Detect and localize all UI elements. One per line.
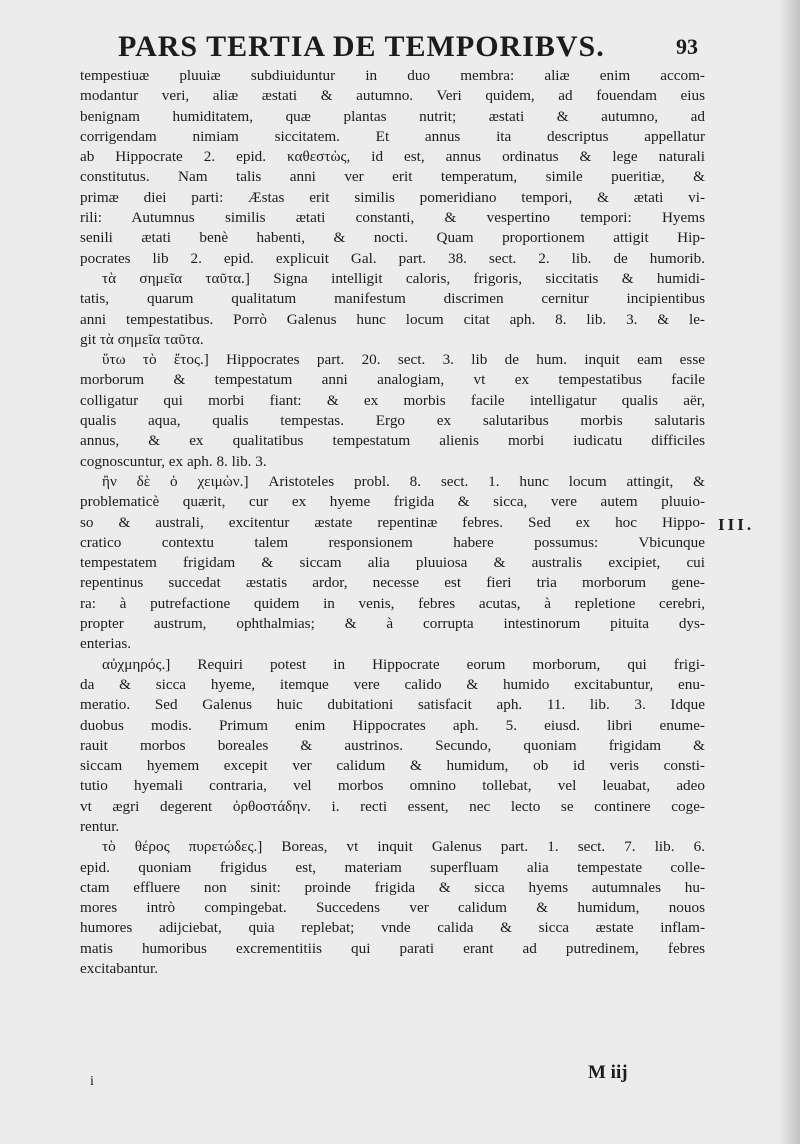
text-line: humores adijciebat, quia replebat; vnde calida & sicca æstate inflam-	[80, 919, 705, 937]
text-line: benignam humiditatem, quæ plantas nutrit; æstati & autumno, ad	[80, 107, 705, 125]
text-line: τὰ σημεῖα ταῦτα.] Signa intelligit caloris, frigoris, siccitatis & humidi-	[102, 269, 705, 287]
text-line: propter austrum, ophthalmias; & à corrupta intestinorum pituita dys-	[80, 615, 705, 633]
text-line: ὕτω τὸ ἔτος.] Hippocrates part. 20. sect. 3. lib de hum. inquit eam esse	[102, 351, 705, 369]
text-line: ab Hippocrate 2. epid. καθεστὼς, id est, annus ordinatus & lege naturali	[80, 148, 705, 166]
text-line: tempestatem frigidam & siccam alia pluuiosa & australis excipiet, cui	[80, 554, 705, 572]
text-line: meratio. Sed Galenus huic dubitationi satisfacit aph. 11. lib. 3. Idque	[80, 696, 705, 714]
body-text	[80, 66, 705, 979]
text-line: rauit morbos boreales & austrinos. Secundo, quoniam frigidam &	[80, 736, 705, 754]
text-line: cratico contextu talem responsionem habere possumus: Vbicunque	[80, 533, 705, 551]
text-line: so & australi, excitentur æstate repentinæ febres. Sed ex hoc Hippo-	[80, 513, 705, 531]
text-line: tatis, quarum qualitatum manifestum discrimen cernitur incipientibus	[80, 290, 705, 308]
text-line: cognoscuntur, ex aph. 8. lib. 3.	[80, 452, 267, 470]
text-line: αὐχμηρός.] Requiri potest in Hippocrate eorum morborum, qui frigi-	[102, 655, 705, 673]
text-line: matis humoribus excrementitiis qui parati erant ad putredinem, febres	[80, 939, 705, 957]
text-line: vt ægri degerent ὀρθοστάδην. i. recti essent, nec lecto se continere coge-	[80, 797, 705, 815]
text-line: senili ætati benè habenti, & nocti. Quam proportionem attigit Hip-	[80, 229, 705, 247]
text-line: tutio hyemali contraria, vel morbos omnino tollebat, vel leuabat, adeo	[80, 777, 705, 795]
signature-mark: M iij	[588, 1062, 628, 1083]
text-line: primæ diei parti: Æstas erit similis pomeridiano tempori, & ætati vi-	[80, 188, 705, 206]
text-line: ctam effluere non sinit: proinde frigida & sicca hyems autumnales hu-	[80, 878, 705, 896]
text-line: rentur.	[80, 817, 120, 835]
text-line: τὸ θέρος πυρετώδες.] Boreas, vt inquit Galenus part. 1. sect. 7. lib. 6.	[102, 838, 705, 856]
text-line: annus, & ex qualitatibus tempestatum alienis morbi iudicatu difficiles	[80, 432, 705, 450]
text-line: enterias.	[80, 635, 132, 653]
text-line: git τὰ σημεῖα ταῦτα.	[80, 330, 204, 348]
text-line: problematicè quærit, cur ex hyeme frigida & sicca, vere autem pluuio-	[80, 493, 705, 511]
text-line: rili: Autumnus similis ætati constanti, & vespertino tempori: Hyems	[80, 209, 705, 227]
text-line: qualis aqua, qualis tempestas. Ergo ex salutaribus morbis salutaris	[80, 412, 705, 430]
text-line: siccam hyemem excepit ver calidum & humidum, ob id veris consti-	[80, 757, 705, 775]
text-line: constitutus. Nam talis anni ver erit temperatum, simile pueritiæ, &	[80, 168, 705, 186]
text-line: excitabantur.	[80, 960, 159, 978]
text-line: pocrates lib 2. epid. explicuit Gal. part. 38. sect. 2. lib. de humorib.	[80, 249, 705, 267]
text-line: mores intrò compingebat. Succedens ver calidum & humidum, nouos	[80, 899, 705, 917]
footer-mark: i	[90, 1074, 94, 1089]
page-header	[118, 30, 698, 66]
text-line: epid. quoniam frigidus est, materiam superfluam alia tempestate colle-	[80, 858, 705, 876]
text-line: repentinus succedat æstatis ardor, necesse est fieri tria morborum gene-	[80, 574, 705, 592]
text-line: corrigendam nimiam siccitatem. Et annus ita descriptus appellatur	[80, 127, 705, 145]
text-line: tempestiuæ pluuiæ subdiuiduntur in duo membra: aliæ enim accom-	[80, 67, 705, 84]
text-line: morborum & tempestatum anni analogiam, vt ex tempestatibus facile	[80, 371, 705, 389]
text-line: ra: à putrefactione quidem in venis, febres acutas, à repletione cerebri,	[80, 594, 705, 612]
text-line: duobus modis. Primum enim Hippocrates aph. 5. eiusd. libri enume-	[80, 716, 705, 734]
running-head: PARS TERTIA DE TEMPORIBVS.	[118, 30, 605, 63]
page-edge-shadow	[778, 0, 800, 1144]
page-number: 93	[676, 34, 698, 59]
text-line: da & sicca hyeme, itemque vere calido & humido excitabuntur, enu-	[80, 675, 705, 693]
text-line: modantur veri, aliæ æstati & autumno. Veri quidem, ad fouendam eius	[80, 87, 705, 105]
margin-note: III.	[718, 515, 755, 534]
text-line: anni tempestatibus. Porrò Galenus hunc locum citat aph. 8. lib. 3. & le-	[80, 310, 705, 328]
text-line: colligatur qui morbi fiant: & ex morbis facile intelligatur qualis aër,	[80, 391, 705, 409]
text-line: ἢν δὲ ὁ χειμὼν.] Aristoteles probl. 8. sect. 1. hunc locum attingit, &	[102, 472, 705, 490]
